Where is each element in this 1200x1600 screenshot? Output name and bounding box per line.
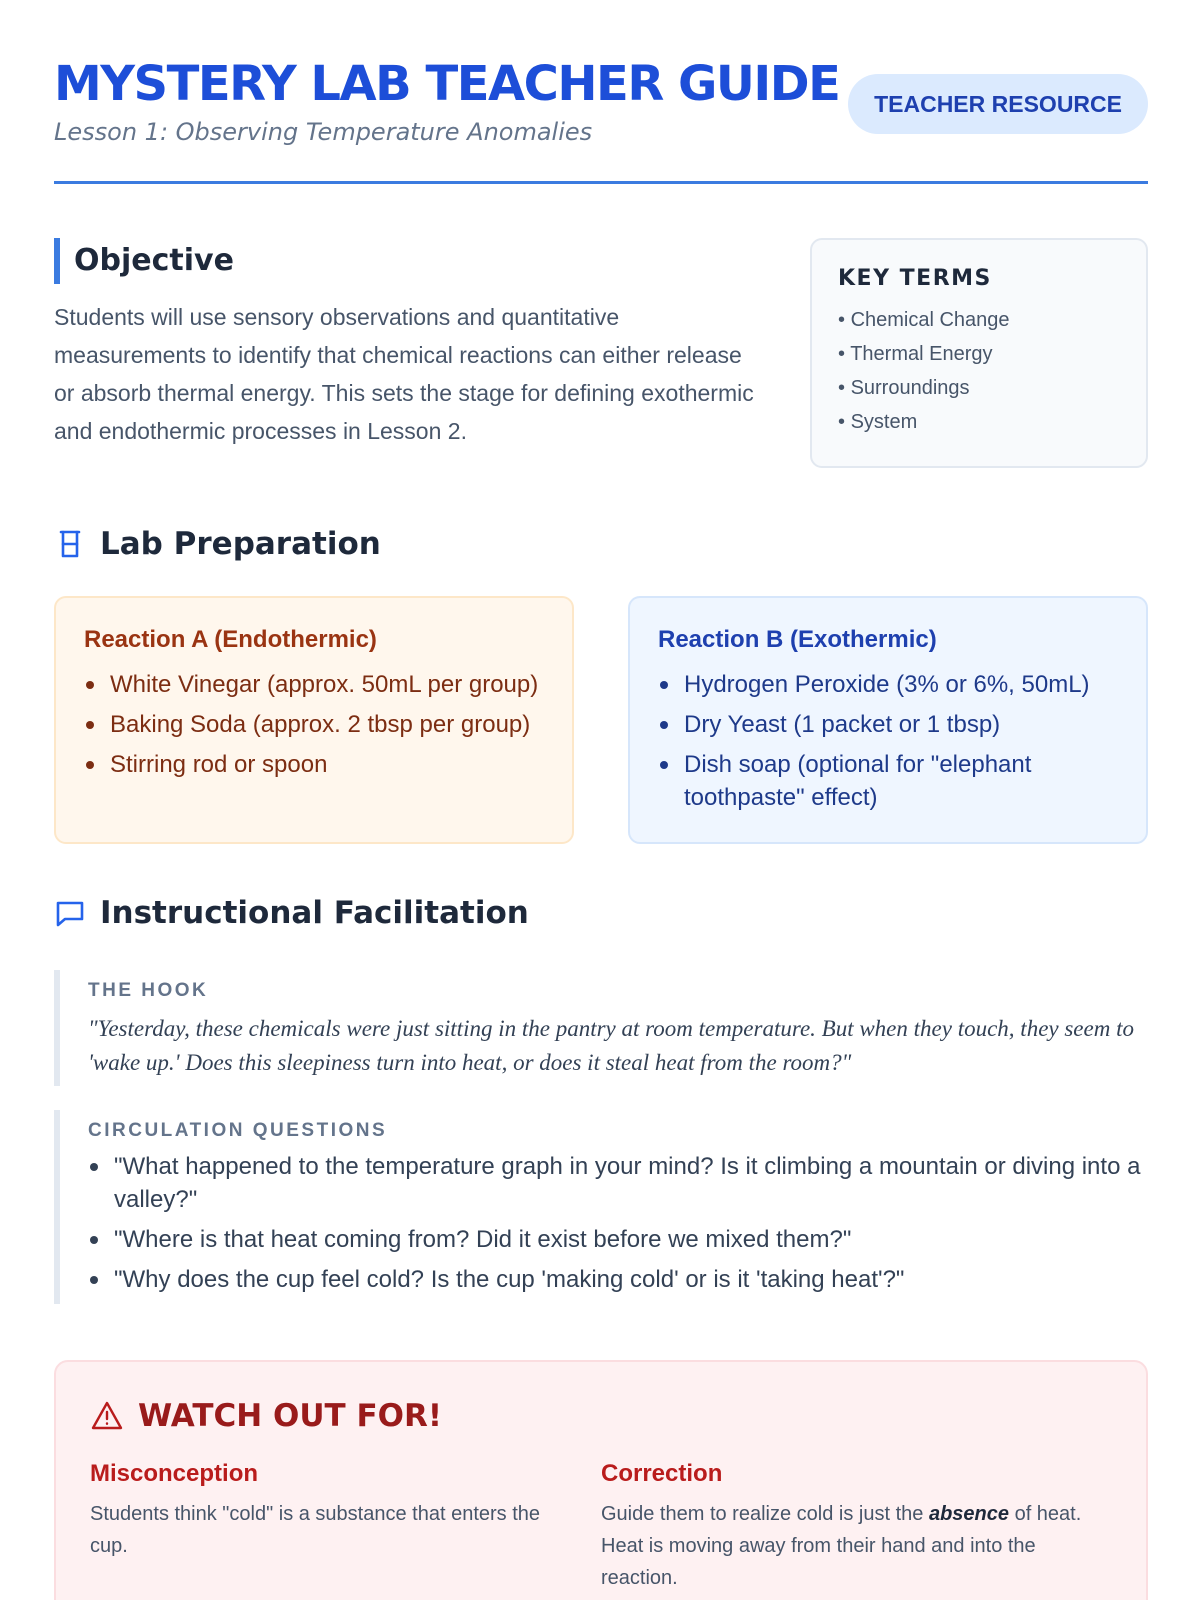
hook-block: [54, 970, 1148, 1086]
watch-out-box: [54, 1360, 1148, 1600]
objective-text: Students will use sensory observations and quantitative measurements to identify that chemical reactions can either release or absorb thermal energy. This sets the stage for defining exothermic and endothermic processes in Lesson 2.: [54, 304, 754, 444]
circulation-questions-list: [88, 1150, 1148, 1296]
key-term-item: • Surroundings: [838, 371, 1120, 405]
circulation-questions-block: [54, 1110, 1148, 1304]
warning-icon: [90, 1399, 124, 1433]
correction-text-start: Guide them to realize cold is just the: [601, 1503, 929, 1525]
question-item: "What happened to the temperature graph in your mind? Is it climbing a mountain or diving into a valley?": [88, 1150, 1148, 1216]
watch-out-title: WATCH OUT FOR!: [138, 1398, 443, 1434]
objective-heading: Objective: [54, 238, 754, 284]
material-item: Dry Yeast (1 packet or 1 tbsp): [658, 708, 1118, 741]
reaction-a-title: Reaction A (Endothermic): [84, 626, 377, 653]
watch-out-columns: [90, 1460, 1112, 1594]
correction-label: Correction: [601, 1460, 723, 1487]
guide-header: [54, 52, 1148, 184]
chat-bubble-icon: [54, 897, 86, 929]
material-item: Stirring rod or spoon: [84, 748, 544, 781]
instructional-facilitation-title: Instructional Facilitation: [100, 895, 529, 931]
correction-column: [601, 1460, 1112, 1594]
key-terms-list: [838, 303, 1120, 439]
beaker-icon: [54, 528, 86, 560]
circulation-questions-label: CIRCULATION QUESTIONS: [88, 1120, 388, 1141]
instructional-facilitation-heading: [54, 893, 529, 933]
hook-quote: "Yesterday, these chemicals were just sitting in the pantry at room temperature. But when they touch, they seem to 'wake up.' Does this sleepiness turn into heat, or does it steal heat from the room?": [88, 1016, 1134, 1075]
lab-preparation-heading: [54, 524, 381, 564]
material-item: Baking Soda (approx. 2 tbsp per group): [84, 708, 544, 741]
reaction-a-card: [54, 596, 574, 844]
teacher-resource-badge: TEACHER RESOURCE: [848, 74, 1148, 134]
material-item: Dish soap (optional for "elephant toothpaste" effect): [658, 748, 1118, 814]
teacher-guide-page: [54, 0, 1148, 1600]
key-terms-box: [810, 238, 1148, 468]
correction-emphasis: absence: [928, 1503, 1010, 1525]
key-term-item: • Chemical Change: [838, 303, 1120, 337]
misconception-label: Misconception: [90, 1460, 259, 1487]
misconception-column: [90, 1460, 601, 1594]
key-term-item: • System: [838, 405, 1120, 439]
lab-preparation-title: Lab Preparation: [100, 526, 381, 562]
reaction-b-title: Reaction B (Exothermic): [658, 626, 937, 653]
reaction-b-materials: [658, 668, 1118, 814]
key-term-item: • Thermal Energy: [838, 337, 1120, 371]
material-item: Hydrogen Peroxide (3% or 6%, 50mL): [658, 668, 1118, 701]
watch-out-heading: [90, 1398, 1112, 1434]
key-terms-heading: KEY TERMS: [838, 266, 992, 291]
objective-section: [54, 238, 754, 450]
reaction-b-card: [628, 596, 1148, 844]
reaction-a-materials: [84, 668, 544, 781]
misconception-text: Students think "cold" is a substance that enters the cup.: [90, 1503, 541, 1557]
hook-label: THE HOOK: [88, 980, 209, 1001]
question-item: "Where is that heat coming from? Did it exist before we mixed them?": [88, 1223, 1148, 1256]
correction-text: [601, 1498, 1082, 1594]
question-item: "Why does the cup feel cold? Is the cup 'making cold' or is it 'taking heat'?": [88, 1263, 1148, 1296]
lesson-subtitle: Lesson 1: Observing Temperature Anomalies: [54, 118, 593, 146]
correction-text-end: of heat. Heat is moving away from their hand and into the reaction.: [601, 1503, 1082, 1589]
material-item: White Vinegar (approx. 50mL per group): [84, 668, 544, 701]
page-title: MYSTERY LAB TEACHER GUIDE: [54, 56, 840, 112]
